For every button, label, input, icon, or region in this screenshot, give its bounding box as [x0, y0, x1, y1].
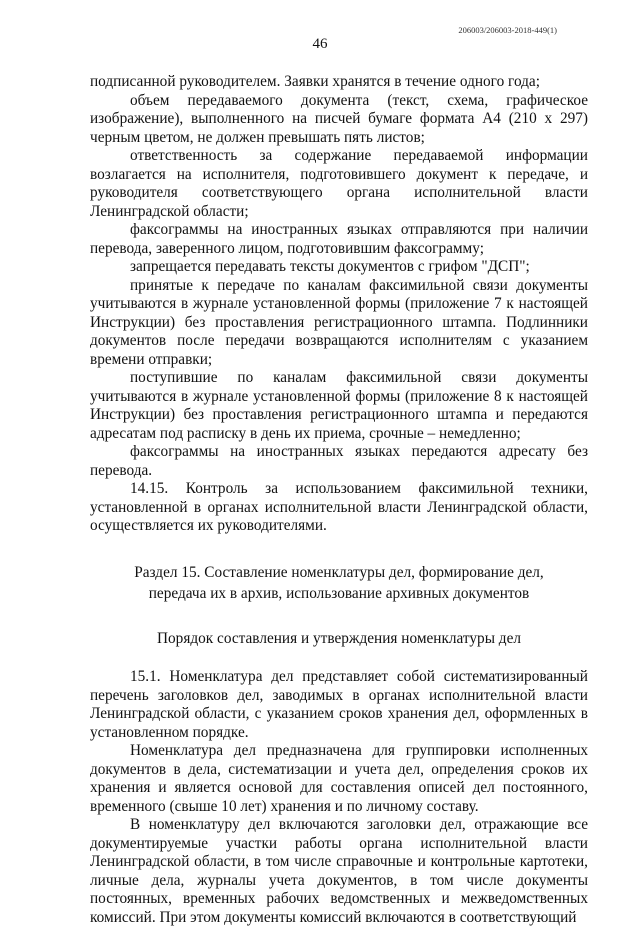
paragraph: подписанной руководителем. Заявки хранятся в течение одного года; [90, 73, 540, 90]
section-title-line-1: Раздел 15. Составление номенклатуры дел, формирование дел, [134, 563, 544, 581]
paragraph: Номенклатура дел предназначена для группировки исполненных документов в дела, систематизации и учета дел, определения сроков их хранения и является основой для составления описей дел постоянного, временного (свыше 10 лет) хранения и по личному составу. [90, 742, 588, 815]
subsection-title: Порядок составления и утверждения номенклатуры дел [156, 629, 522, 647]
paragraph: факсограммы на иностранных языках передаются адресату без перевода. [90, 443, 588, 479]
paragraph: поступившие по каналам факсимильной связи документы учитываются в журнале установленной формы (приложение 8 к настоящей Инструкции) без проставления регистрационного штампа и передаются адресатам под расписку в день их приема, срочные – немедленно; [90, 369, 588, 442]
page-number: 46 [312, 36, 328, 52]
paragraph: ответственность за содержание передаваемой информации возлагается на исполнителя, подготовившего документ к передаче, и руководителя соответствующего органа исполнительной власти Ленинградской области; [90, 147, 588, 220]
paragraph: В номенклатуру дел включаются заголовки дел, отражающие все документируемые участки работы органа исполнительной власти Ленинградской области, в том числе справочные и контрольные картотеки, личные дела, журналы учета документов, в том числе документы постоянных, временных рабочих ведомственных и межведомственных комиссий. При этом документы комиссий включаются в соответствующий [90, 816, 588, 926]
section-title [90, 562, 588, 604]
paragraph: объем передаваемого документа (текст, схема, графическое изображение), выполненного на писчей бумаге формата А4 (210 х 297) черным цветом, не должен превышать пять листов; [90, 91, 588, 146]
section-title-line-2: передача их в архив, использование архивных документов [148, 584, 530, 602]
paragraph: 15.1. Номенклатура дел представляет собой систематизированный перечень заголовков дел, заводимых в органах исполнительной власти Ленинградской области, с указанием сроков хранения дел, оформленных в установленном порядке. [90, 668, 588, 741]
paragraph: запрещается передавать тексты документов с грифом "ДСП"; [130, 258, 530, 275]
paragraph: факсограммы на иностранных языках отправляются при наличии перевода, заверенного лицом, подготовившим факсограмму; [90, 221, 588, 257]
document-body [90, 73, 588, 927]
paragraph: 14.15. Контроль за использованием факсимильной техники, установленной в органах исполнительной власти Ленинградской области, осуществляется их руководителями. [90, 480, 588, 534]
paragraph: принятые к передаче по каналам факсимильной связи документы учитываются в журнале установленной формы (приложение 7 к настоящей Инструкции) без проставления регистрационного штампа. Подлинники документов после передачи возвращаются исполнителям с указанием времени отправки; [90, 276, 588, 368]
document-id: 206003/206003-2018-449(1) [458, 25, 557, 35]
